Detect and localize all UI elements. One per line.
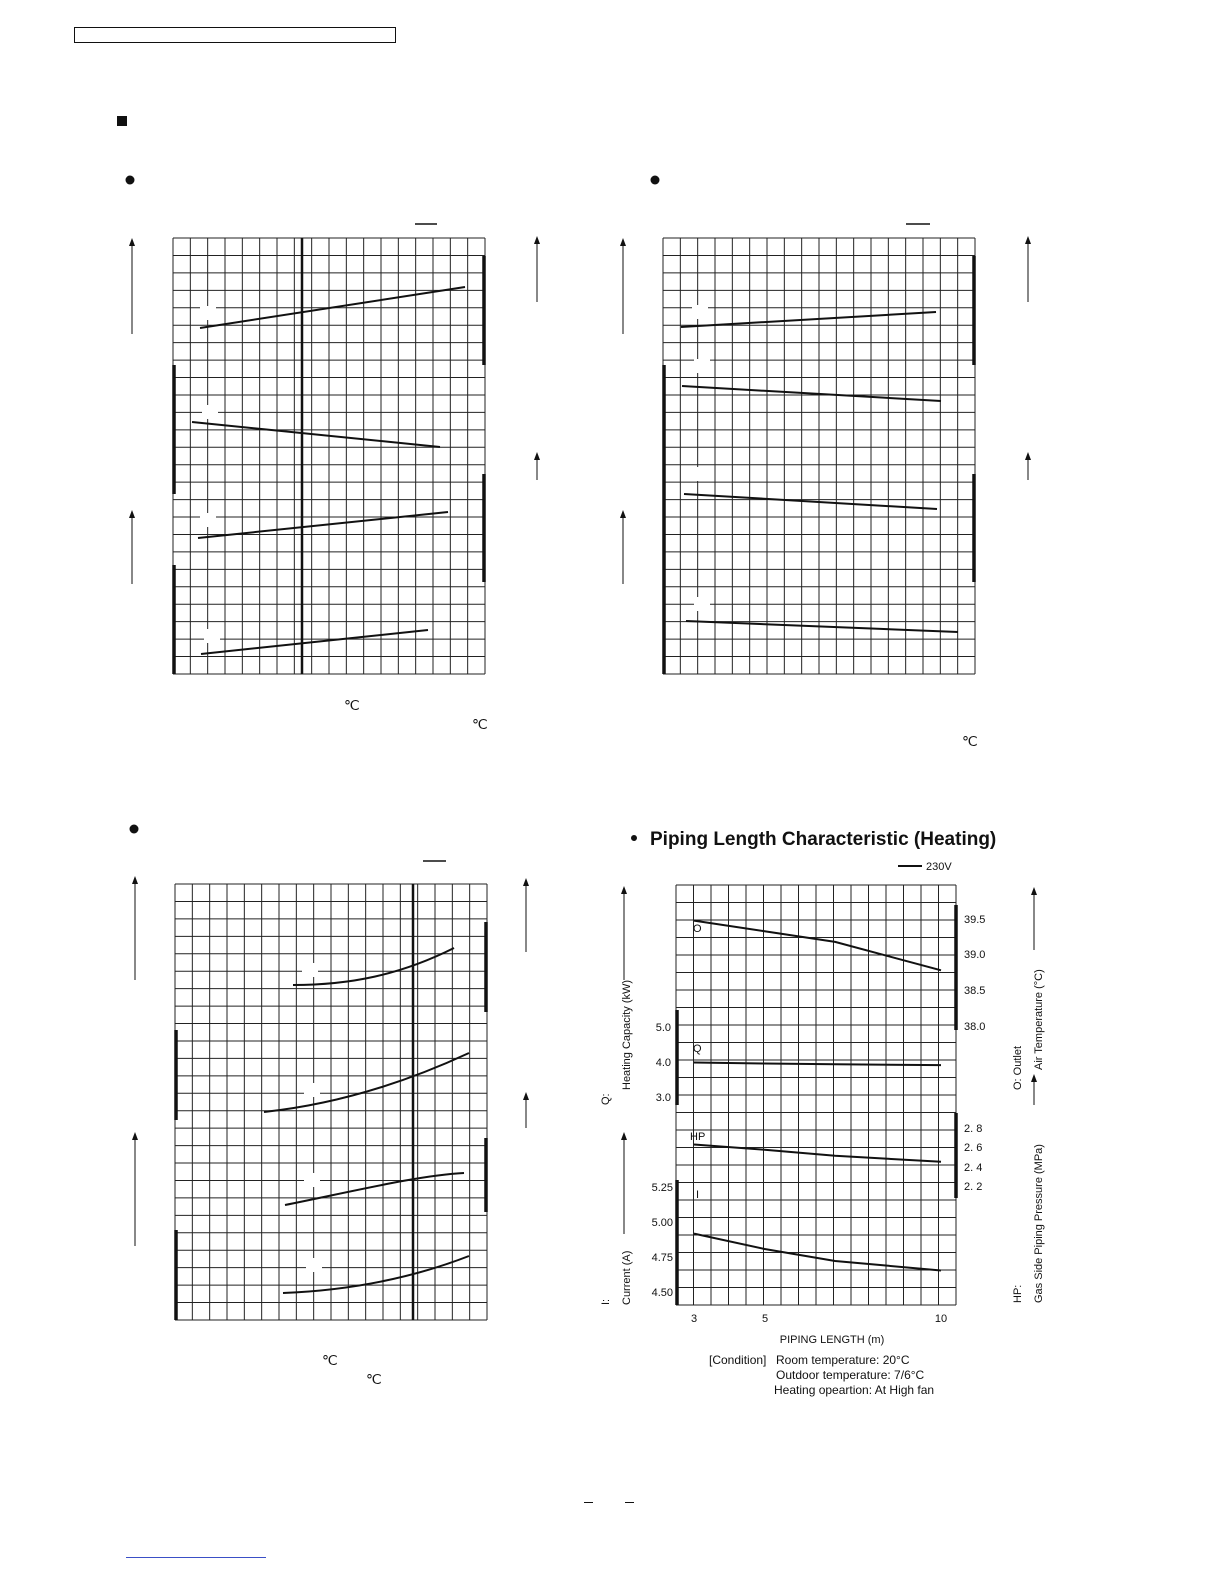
title-bullet-icon bbox=[631, 835, 637, 841]
series-line-s3 bbox=[684, 494, 937, 509]
x-axis-label: PIPING LENGTH (m) bbox=[779, 1334, 885, 1346]
series-line-s2 bbox=[264, 1053, 469, 1112]
chart-title: Piping Length Characteristic (Heating) bbox=[650, 829, 997, 850]
i-tick: 4.75 bbox=[651, 1252, 673, 1264]
arrow-up-icon bbox=[523, 878, 529, 886]
curve-label-o: O bbox=[693, 923, 702, 935]
condition-tag: [Condition] bbox=[709, 1353, 767, 1367]
label-mask bbox=[200, 306, 216, 320]
arrow-up-icon bbox=[621, 886, 627, 894]
q-axis-prefix: Q: bbox=[600, 1093, 612, 1105]
arrow-up-icon bbox=[132, 1132, 138, 1140]
label-mask bbox=[306, 1258, 322, 1272]
series-line-s4 bbox=[686, 621, 958, 632]
arrow-up-icon bbox=[129, 238, 135, 246]
condition-line: Room temperature: 20°C bbox=[776, 1353, 910, 1367]
series-line-s2 bbox=[192, 422, 440, 447]
arrow-up-icon bbox=[620, 238, 626, 246]
o-tick: 38.0 bbox=[964, 1021, 986, 1033]
arrow-up-icon bbox=[1031, 887, 1037, 895]
label-mask bbox=[304, 1083, 320, 1097]
hp-tick: 2. 6 bbox=[964, 1142, 983, 1154]
arrow-up-icon bbox=[1025, 236, 1031, 244]
curve-label-hp: HP bbox=[690, 1131, 706, 1143]
hp-tick: 2. 4 bbox=[964, 1162, 983, 1174]
degree-mark: ℃ bbox=[472, 716, 488, 732]
i-axis-prefix: I: bbox=[600, 1298, 612, 1305]
q-axis-label: Heating Capacity (kW) bbox=[621, 979, 633, 1090]
i-axis-label: Current (A) bbox=[621, 1250, 633, 1305]
series-line-s4 bbox=[201, 630, 428, 654]
label-mask bbox=[202, 405, 218, 419]
x-tick: 3 bbox=[690, 1313, 698, 1325]
i-tick: 5.25 bbox=[651, 1182, 673, 1194]
o-tick: 38.5 bbox=[964, 985, 986, 997]
hp-tick: 2. 2 bbox=[964, 1181, 983, 1193]
degree-mark: ℃ bbox=[366, 1371, 382, 1387]
x-tick: 10 bbox=[934, 1313, 948, 1325]
label-mask bbox=[302, 963, 318, 977]
arrow-up-icon bbox=[534, 236, 540, 244]
q-tick: 3.0 bbox=[655, 1092, 671, 1104]
chart-panel-b bbox=[620, 176, 1031, 750]
curve-label-i: I bbox=[696, 1189, 700, 1201]
o-tick: 39.5 bbox=[964, 914, 986, 926]
arrow-up-icon bbox=[129, 510, 135, 518]
label-mask bbox=[694, 359, 710, 373]
degree-mark: ℃ bbox=[962, 733, 978, 749]
legend-label: 230V bbox=[926, 861, 952, 873]
degree-mark: ℃ bbox=[344, 697, 360, 713]
chart-panel-a bbox=[126, 176, 541, 733]
o-axis-prefix: O: Outlet bbox=[1012, 1045, 1024, 1090]
label-mask bbox=[304, 1173, 320, 1187]
label-mask bbox=[694, 597, 710, 611]
bullet-icon bbox=[651, 176, 660, 185]
arrow-up-icon bbox=[523, 1092, 529, 1100]
piping-length-chart bbox=[600, 829, 1045, 1397]
arrow-up-icon bbox=[1025, 452, 1031, 460]
bullet-icon bbox=[130, 825, 139, 834]
degree-mark: ℃ bbox=[322, 1352, 338, 1368]
arrow-up-icon bbox=[534, 452, 540, 460]
chart-panel-c bbox=[130, 825, 530, 1388]
arrow-up-icon bbox=[621, 1132, 627, 1140]
hp-axis-label: Gas Side Piping Pressure (MPa) bbox=[1033, 1144, 1045, 1303]
i-tick: 5.00 bbox=[651, 1217, 673, 1229]
arrow-up-icon bbox=[620, 510, 626, 518]
o-tick: 39.0 bbox=[964, 949, 986, 961]
condition-line: Outdoor temperature: 7/6°C bbox=[776, 1368, 925, 1382]
arrow-up-icon bbox=[1031, 1074, 1037, 1082]
label-mask bbox=[692, 305, 708, 319]
label-mask bbox=[692, 467, 708, 481]
x-tick: 5 bbox=[761, 1313, 769, 1325]
curve-label-q: Q bbox=[693, 1043, 702, 1055]
arrow-up-icon bbox=[132, 876, 138, 884]
label-mask bbox=[200, 513, 216, 527]
condition-line: Heating opeartion: At High fan bbox=[774, 1383, 935, 1397]
q-tick: 5.0 bbox=[655, 1022, 671, 1034]
piping-grid bbox=[676, 885, 956, 1305]
i-tick: 4.50 bbox=[651, 1287, 673, 1299]
series-line-s2 bbox=[682, 386, 941, 401]
label-mask bbox=[204, 629, 220, 643]
hp-axis-prefix: HP: bbox=[1012, 1284, 1024, 1303]
q-tick: 4.0 bbox=[655, 1057, 671, 1069]
o-axis-label: Air Temperature (°C) bbox=[1033, 969, 1045, 1070]
bullet-icon bbox=[126, 176, 135, 185]
hp-tick: 2. 8 bbox=[964, 1123, 983, 1135]
